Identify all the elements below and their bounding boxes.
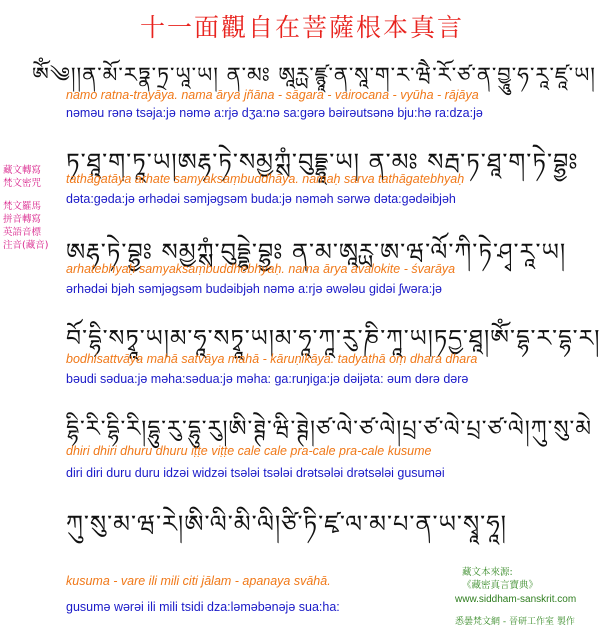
legend — [3, 164, 61, 252]
legend-line: 梵文羅馬 — [3, 201, 42, 212]
romanization-line-6: kusuma - vare ili mili citi jālam - apanaya svāhā. — [66, 574, 331, 588]
source-book: 《藏密真言寶典》 — [462, 580, 539, 591]
tibetan-line-1: ༀ༄།།ན་མོ་རཏྣ་ཏྲ་ཡཱ་ཡ། ན་མཿ ཨཱཪྻ་ཛྙཱ་ན་སཱ་ག་ར་ཝཻ་རོ་ཙ་ན་བྱཱུ་ཧ་རཱ་ཛཱ་ཡ། — [32, 63, 596, 87]
phonetic-line-3: ərhədəi bjəh səmjəgsəm budəibjəh nəmə a:rjə əwələu gidəi ʃwəra:jə — [66, 282, 442, 296]
romanization-line-4: bodhisattvāya mahā satvāya mahā - kāruṇikāya. tadyathā oṃ dhara dhara — [66, 352, 478, 366]
website-link[interactable]: www.siddham-sanskrit.com — [455, 594, 577, 605]
romanization-line-2: tathāgatāya arhate samyaksaṃbuddhāya. namaḥ sarva tathāgatebhyaḥ — [66, 172, 465, 186]
tibetan-line-2: ཏ་ཐཱ་ག་ཏཱ་ཡ།ཨརྷ་ཏེ་སམྱཀྶཾ་བུདྡྷཱ་ཡ། ན་མཿ སརྦ་ཏ་ཐཱ་ག་ཏེ་བྷྱཿ — [66, 148, 579, 176]
phonetic-line-2: dəta:gəda:jə ərhədəi səmjəgsəm buda:jə nəməh sərwə dəta:gədəibjəh — [66, 192, 456, 206]
legend-line: 梵文密咒 — [3, 178, 42, 189]
tibetan-line-6: ཀུ་སུ་མ་ཝ་རེ།ཨི་ལི་མི་ལི།ཙི་ཏི་ཛྭ་ལ་མ་པ་ན་ཡ་སྭཱ་ཧཱ། — [66, 510, 508, 538]
source-note — [462, 566, 538, 592]
source-label: 藏文本來源: — [462, 567, 513, 578]
phonetic-line-1: nəməu rənə tsəja:jə nəmə a:rjə dʒa:nə sa:gərə bəirəutsənə bju:hə ra:dza:jə — [66, 106, 483, 120]
romanization-line-3: arhatebhyaḥ samyaksaṃbuddhebhyaḥ. nama ārya avalokite - śvarāya — [66, 262, 456, 276]
phonetic-line-4: bəudi sədua:jə məha:sədua:jə məha: ga:ruŋiga:jə dəijəta: əum dərə dərə — [66, 372, 469, 386]
legend-line: 藏文轉寫 — [3, 165, 42, 176]
legend-line: 英語音標 — [3, 227, 42, 238]
phonetic-line-5: diri diri duru duru idzəi widzəi tsələi tsələi drətsələi drətsələi gusuməi — [66, 466, 445, 480]
legend-line: 拼音轉寫 — [3, 214, 42, 225]
tibetan-line-5: དྷི་རི་དྷི་རི།དྷུ་རུ་དྷུ་རུ།ཨི་ཊྚེ་ཝི་ཊྚེ།ཙ་ལེ་ཙ་ལེ།པྲ་ཙ་ལེ་པྲ་ཙ་ལེ།ཀུ་སུ་མེ — [66, 416, 593, 442]
page-title: 十一面觀自在菩薩根本真言 — [139, 13, 464, 42]
romanization-line-1: namo ratna-trayāya. nama ārya jñāna - sāgara - vairocana - vyūha - rājāya — [66, 88, 479, 102]
tibetan-line-4: བོ་དྷི་སཏྭཱ་ཡ།མ་ཧཱ་སཏྭཱ་ཡ།མ་ཧཱ་ཀཱ་རུ་ཎི་ཀཱ་ཡ།ཏདྱ་ཐཱ།ཨོཾ་དྷ་ར་དྷ་ར། — [66, 324, 601, 352]
maker-credit: 悉曇梵文網 - 晉研工作室 製作 — [455, 617, 575, 627]
legend-line: 注音(藏音) — [3, 240, 49, 251]
tibetan-line-3: ཨརྷ་ཏེ་བྷྱཿ སམྱཀྶཾ་བུདྡྷེ་བྷྱཿ ན་མ་ཨཱཪྻ་ཨ་ཝ་ལོ་ཀི་ཏེ་ཤྭ་རཱ་ཡ། — [66, 238, 567, 266]
romanization-line-5: dhiri dhiri dhuru dhuru iṭṭe viṭṭe cale cale pra-cale pra-cale kusume — [66, 444, 432, 458]
phonetic-line-6: gusumə wərəi ili mili tsidi dza:ləməbənəjə sua:ha: — [66, 600, 340, 614]
